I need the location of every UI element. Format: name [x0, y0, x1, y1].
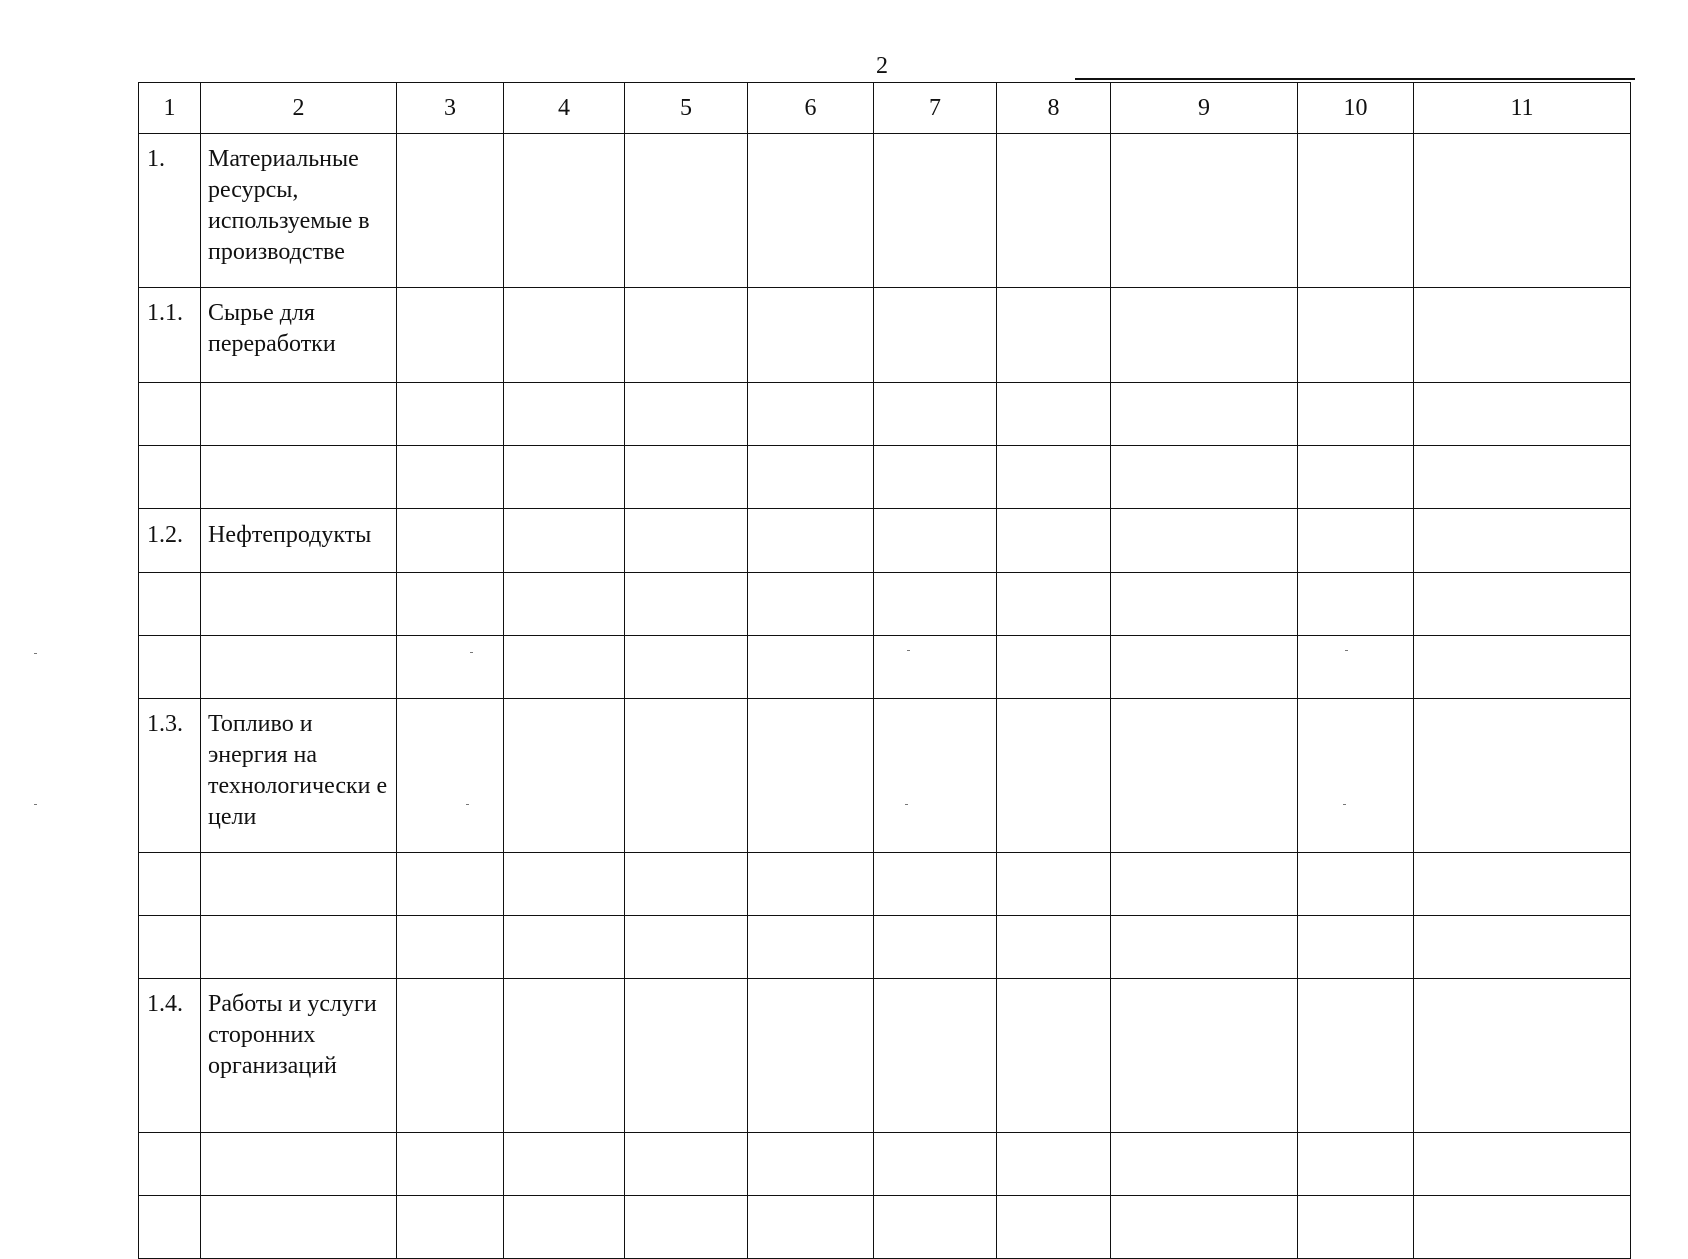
table-cell [748, 916, 874, 979]
table-cell [397, 853, 504, 916]
table-cell [874, 699, 997, 853]
table-cell [397, 979, 504, 1133]
table-row [139, 916, 1631, 979]
table-row [139, 853, 1631, 916]
table-cell [997, 1196, 1111, 1259]
table-cell [397, 134, 504, 288]
table-cell [397, 636, 504, 699]
table-cell [1298, 509, 1414, 573]
table-cell [997, 916, 1111, 979]
row-name [201, 916, 397, 979]
row-number [139, 916, 201, 979]
table-cell [397, 573, 504, 636]
table-cell [874, 1196, 997, 1259]
table-cell [997, 979, 1111, 1133]
table-cell [1111, 636, 1298, 699]
row-name: Сырье для переработки [201, 288, 397, 383]
row-number [139, 383, 201, 446]
table-cell [1414, 979, 1631, 1133]
table-cell [1111, 509, 1298, 573]
column-header-1: 1 [139, 83, 201, 134]
table-row [139, 979, 1631, 1133]
table-cell [504, 134, 625, 288]
table-cell [1414, 446, 1631, 509]
table-cell [625, 699, 748, 853]
row-number: 1.2. [139, 509, 201, 573]
table-row [139, 383, 1631, 446]
table-cell [1414, 853, 1631, 916]
table-cell [874, 573, 997, 636]
table-cell [504, 853, 625, 916]
table-cell [504, 446, 625, 509]
table-cell [1414, 1196, 1631, 1259]
table-cell [397, 288, 504, 383]
scan-speck [1343, 804, 1346, 805]
row-number: 1. [139, 134, 201, 288]
table-cell [1414, 134, 1631, 288]
row-number [139, 1133, 201, 1196]
row-number [139, 636, 201, 699]
table-cell [748, 288, 874, 383]
table-cell [997, 383, 1111, 446]
scan-speck [1345, 650, 1348, 651]
table-cell [874, 916, 997, 979]
table-cell [625, 383, 748, 446]
column-header-6: 6 [748, 83, 874, 134]
table-cell [1111, 383, 1298, 446]
table-cell [504, 1133, 625, 1196]
table-cell [1111, 699, 1298, 853]
table-row [139, 573, 1631, 636]
row-number [139, 853, 201, 916]
table-cell [874, 288, 997, 383]
row-name [201, 446, 397, 509]
column-header-3: 3 [397, 83, 504, 134]
table-cell [1414, 573, 1631, 636]
table-cell [997, 509, 1111, 573]
table-cell [748, 446, 874, 509]
table-cell [874, 853, 997, 916]
table-cell [1298, 1133, 1414, 1196]
column-header-2: 2 [201, 83, 397, 134]
table-cell [874, 134, 997, 288]
table-row [139, 509, 1631, 573]
table-cell [997, 446, 1111, 509]
table-cell [997, 853, 1111, 916]
table-cell [874, 636, 997, 699]
table-cell [1298, 446, 1414, 509]
table-cell [625, 446, 748, 509]
table-cell [397, 383, 504, 446]
row-number [139, 573, 201, 636]
table-cell [1111, 853, 1298, 916]
table-cell [1414, 1133, 1631, 1196]
column-header-10: 10 [1298, 83, 1414, 134]
table-cell [1298, 979, 1414, 1133]
table-cell [1111, 573, 1298, 636]
table-cell [1414, 383, 1631, 446]
table-row [139, 636, 1631, 699]
table-cell [504, 509, 625, 573]
table-cell [1111, 1133, 1298, 1196]
table-cell [1298, 134, 1414, 288]
table-cell [1298, 1196, 1414, 1259]
scan-speck [34, 653, 37, 654]
table-cell [625, 916, 748, 979]
scan-speck [907, 650, 910, 651]
table-cell [397, 699, 504, 853]
table-cell [1414, 699, 1631, 853]
form-table [138, 82, 1631, 1259]
table-cell [874, 383, 997, 446]
table-cell [504, 288, 625, 383]
row-name [201, 1133, 397, 1196]
table-row [139, 1196, 1631, 1259]
table-cell [1298, 288, 1414, 383]
table-cell [997, 699, 1111, 853]
table-cell [1414, 288, 1631, 383]
row-number [139, 446, 201, 509]
table-row [139, 1133, 1631, 1196]
table-cell [1298, 699, 1414, 853]
table-row [139, 134, 1631, 288]
table-row [139, 446, 1631, 509]
scan-speck [466, 804, 469, 805]
table-cell [997, 134, 1111, 288]
table-cell [1111, 1196, 1298, 1259]
table-cell [1111, 288, 1298, 383]
table-cell [1298, 636, 1414, 699]
table-cell [1111, 446, 1298, 509]
column-header-8: 8 [997, 83, 1111, 134]
table-cell [625, 853, 748, 916]
scan-speck [470, 652, 473, 653]
table-cell [748, 979, 874, 1133]
table-cell [997, 1133, 1111, 1196]
row-name [201, 573, 397, 636]
table-cell [748, 573, 874, 636]
table-cell [748, 1133, 874, 1196]
table-cell [625, 1196, 748, 1259]
table-cell [397, 1133, 504, 1196]
row-name [201, 383, 397, 446]
table-cell [625, 1133, 748, 1196]
table-cell [997, 636, 1111, 699]
table-cell [504, 699, 625, 853]
table-cell [1111, 134, 1298, 288]
table-cell [1414, 916, 1631, 979]
table-cell [397, 916, 504, 979]
table-cell [1298, 916, 1414, 979]
table-cell [397, 1196, 504, 1259]
table-row [139, 699, 1631, 853]
page-number: 2 [876, 53, 888, 79]
table-cell [874, 1133, 997, 1196]
row-name: Работы и услуги сторонних организаций [201, 979, 397, 1133]
column-header-9: 9 [1111, 83, 1298, 134]
header-row [139, 83, 1631, 134]
column-header-5: 5 [625, 83, 748, 134]
table-cell [625, 288, 748, 383]
row-name: Топливо и энергия на технологически е цели [201, 699, 397, 853]
row-name [201, 636, 397, 699]
column-header-4: 4 [504, 83, 625, 134]
scan-speck [905, 804, 908, 805]
table-cell [997, 573, 1111, 636]
table-cell [504, 573, 625, 636]
table-cell [874, 446, 997, 509]
row-name: Нефтепродукты [201, 509, 397, 573]
table-cell [1111, 916, 1298, 979]
table-cell [625, 134, 748, 288]
table-cell [874, 979, 997, 1133]
table-cell [1414, 636, 1631, 699]
row-name: Материальные ресурсы, используемые в производстве [201, 134, 397, 288]
table-cell [874, 509, 997, 573]
table-cell [748, 1196, 874, 1259]
table-row [139, 288, 1631, 383]
scan-speck [34, 804, 37, 805]
table-cell [1414, 509, 1631, 573]
table-cell [997, 288, 1111, 383]
row-name [201, 853, 397, 916]
row-number: 1.3. [139, 699, 201, 853]
table-cell [748, 636, 874, 699]
table-cell [397, 446, 504, 509]
table-cell [625, 636, 748, 699]
row-number: 1.4. [139, 979, 201, 1133]
table-cell [504, 636, 625, 699]
table-cell [504, 979, 625, 1133]
column-header-7: 7 [874, 83, 997, 134]
table-cell [748, 383, 874, 446]
table-cell [748, 699, 874, 853]
table-cell [1298, 383, 1414, 446]
table-cell [625, 979, 748, 1133]
table-cell [1298, 573, 1414, 636]
table-cell [504, 383, 625, 446]
table-cell [1111, 979, 1298, 1133]
row-number: 1.1. [139, 288, 201, 383]
row-name [201, 1196, 397, 1259]
table-cell [748, 134, 874, 288]
table-cell [625, 509, 748, 573]
table-cell [748, 509, 874, 573]
table-cell [504, 916, 625, 979]
table-cell [748, 853, 874, 916]
table-cell [1298, 853, 1414, 916]
table-cell [625, 573, 748, 636]
table-cell [504, 1196, 625, 1259]
column-header-11: 11 [1414, 83, 1631, 134]
table-cell [397, 509, 504, 573]
top-rule [1075, 78, 1635, 80]
row-number [139, 1196, 201, 1259]
